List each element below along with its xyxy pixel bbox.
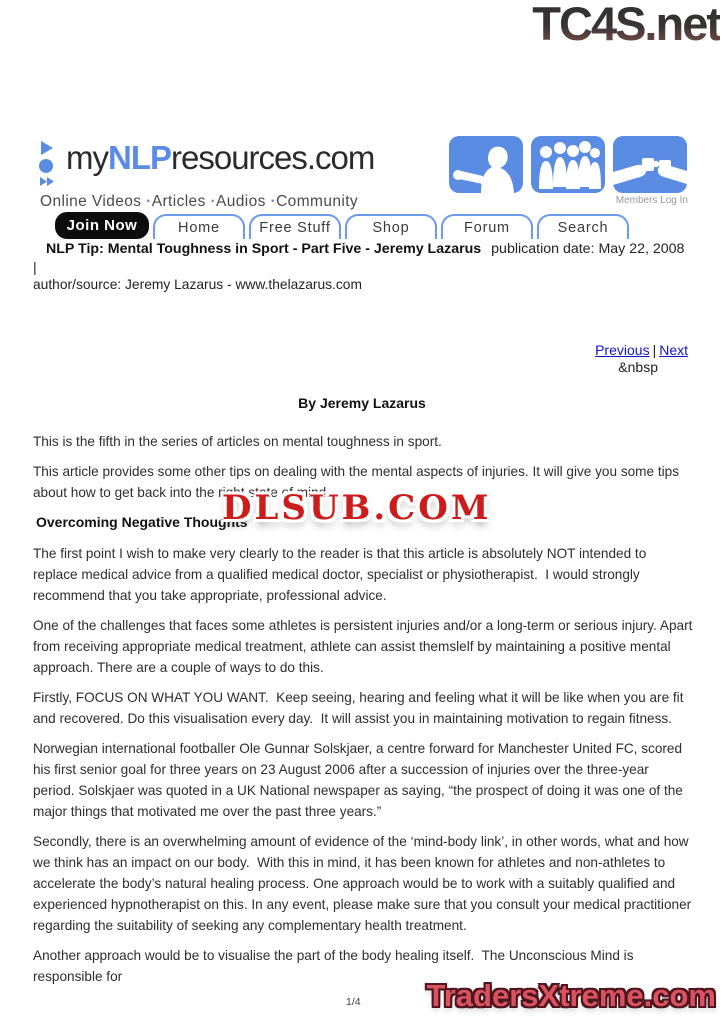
site-header xyxy=(36,136,688,211)
pager xyxy=(0,342,724,375)
promo-tile-puzzle[interactable] xyxy=(613,136,687,193)
tagline-item: Online Videos · xyxy=(40,193,152,210)
article-paragraph: This is the fifth in the series of articles on mental toughness in sport. xyxy=(33,434,442,449)
article-paragraph: One of the challenges that faces some athletes is persistent injuries and/or a long-term or serious injury. Apart from receiving appropriate medical treatment, athlete can assist themslelf by maintaining a positive mental approach. There are a couple of ways to do this. xyxy=(33,618,697,675)
logo-suffix: resources.com xyxy=(171,139,375,176)
join-now-tab[interactable]: Join Now xyxy=(55,212,149,239)
page-number: 1/4 xyxy=(346,996,361,1008)
article-paragraph: Secondly, there is an overwhelming amount of evidence of the ‘mind-body link’, in other words, what and how we think has an impact on our body. With this in mind, it has been known for athletes and non-athletes to accelerate the body’s natural healing process. One approach would be to work with a suitably qualified and experienced hypnotherapist on this. In any event, please make sure that you consult your medical practitioner regarding the suitability of seeking any complementary health treatment. xyxy=(33,834,695,933)
tagline-item: Articles · xyxy=(152,193,216,210)
presenter-icon xyxy=(449,136,523,193)
logo-play-icon xyxy=(36,140,62,192)
author-source-line: author/source: Jeremy Lazarus - www.thelazarus.com xyxy=(33,277,362,292)
article-paragraph: Norwegian international footballer Ole Gunnar Solskjaer, a centre forward for Manchester United FC, scored his first senior goal for three years on 23 August 2006 after a succession of injuries over the three-year period. Solskjaer was quoted in a UK National newspaper as saying, “the prospect of doing it was one of the major things that motivated me over the past three years.” xyxy=(33,741,687,819)
tc4s-watermark: TC4S.net xyxy=(532,0,720,51)
article-paragraph: The first point I wish to make very clearly to the reader is that this article is absolutely NOT intended to replace medical advice from a qualified medical doctor, specialist or physiotherapist. I would strongly recommend that you take appropriate, professional advice. xyxy=(33,546,651,603)
promo-tile-community[interactable] xyxy=(531,136,605,193)
nav-bar xyxy=(55,212,724,239)
people-group-icon xyxy=(531,136,605,193)
article-title-row xyxy=(46,241,694,257)
promo-tile-video[interactable] xyxy=(449,136,523,193)
tradersxtreme-watermark: TradersXtreme.com xyxy=(426,978,716,1013)
header-tiles xyxy=(449,136,688,206)
section-heading: Overcoming Negative Thoughts xyxy=(36,514,248,530)
logo-prefix: my xyxy=(66,139,108,176)
pipe-character: | xyxy=(33,259,37,275)
article-byline: By Jeremy Lazarus xyxy=(298,395,426,411)
tab-home[interactable]: Home xyxy=(153,214,245,239)
article-paragraph: Firstly, FOCUS ON WHAT YOU WANT. Keep seeing, hearing and feeling what it will be like when you are fit and recovered. Do this visualisation every day. It will assist you in maintaining motivation to regain fitness. xyxy=(33,690,688,726)
tagline-item: Audios · xyxy=(216,193,276,210)
previous-link[interactable]: Previous xyxy=(595,342,650,358)
logo-nlp: NLP xyxy=(108,139,171,176)
nbsp-text: &nbsp xyxy=(618,359,658,375)
article-paragraph: Another approach would be to visualise the part of the body healing itself. The Unconscious Mind is responsible for xyxy=(33,948,638,984)
article-paragraph: This article provides some other tips on dealing with the mental aspects of injuries. It will give you some tips about how to get back into the right state of mind. xyxy=(33,464,683,500)
members-login-link[interactable]: Members Log In xyxy=(615,195,688,206)
tab-shop[interactable]: Shop xyxy=(345,214,437,239)
site-logo[interactable] xyxy=(36,136,374,211)
logo-text xyxy=(66,138,374,178)
tab-free-stuff[interactable]: Free Stuff xyxy=(249,214,341,239)
article-title: NLP Tip: Mental Toughness in Sport - Part Five - Jeremy Lazarus xyxy=(46,241,482,257)
tagline-item: Community xyxy=(276,193,359,210)
pager-separator: | xyxy=(652,342,657,358)
tab-search[interactable]: Search xyxy=(537,214,629,239)
dlsub-watermark: DLSUB.COM xyxy=(222,488,492,528)
publication-date: publication date: May 22, 2008 xyxy=(491,241,685,257)
logo-tagline xyxy=(36,193,374,211)
hands-puzzle-icon xyxy=(613,136,687,193)
tab-forum[interactable]: Forum xyxy=(441,214,533,239)
next-link[interactable]: Next xyxy=(659,342,688,358)
